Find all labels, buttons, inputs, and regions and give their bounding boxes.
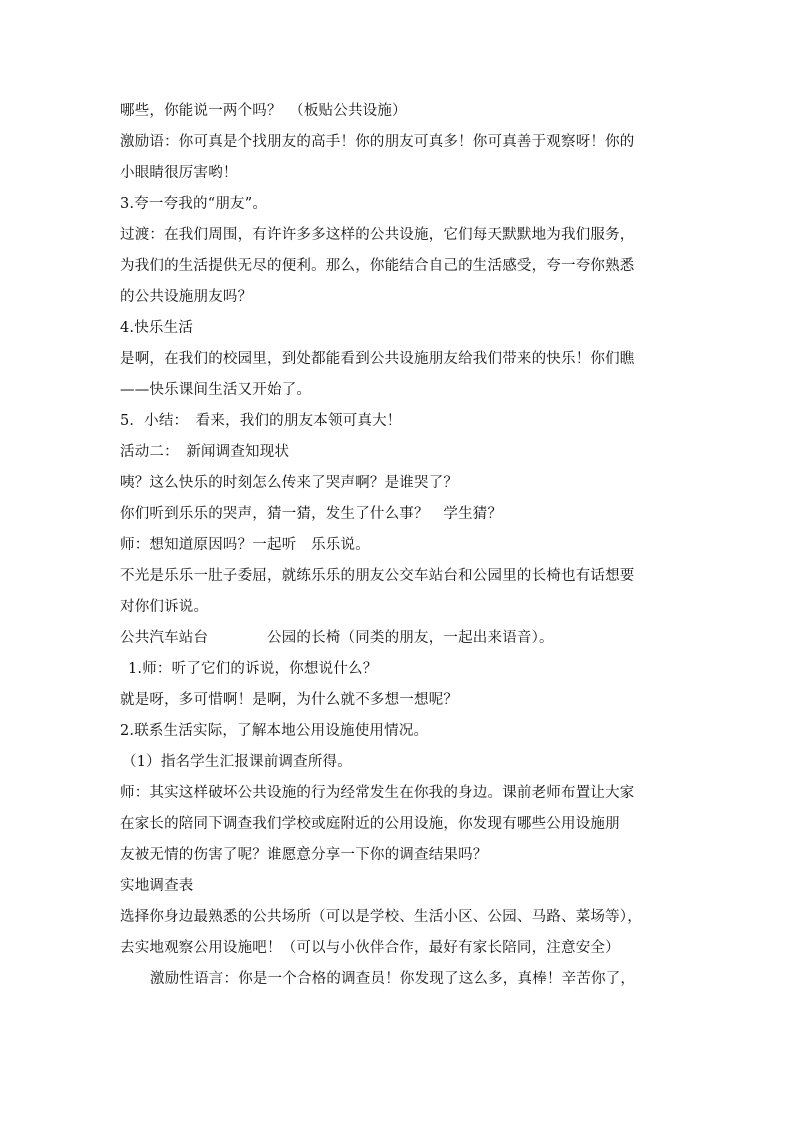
text-line-6: 为我们的生活提供无尽的便利。那么，你能结合自己的生活感受，夸一夸你熟悉 xyxy=(120,258,635,274)
numbered-item-1: 1.师：听了它们的诉说，你想说什么？ xyxy=(128,661,378,677)
text-line-7: 的公共设施朋友吗？ xyxy=(120,289,253,305)
text-line-13: 咦？这么快乐的时刻怎么传来了哭声啊？是谁哭了？ xyxy=(120,475,459,491)
text-line-3: 小眼睛很厉害哟！ xyxy=(120,165,238,181)
numbered-item-2: 2.联系生活实际，了解本地公用设施使用情况。 xyxy=(120,723,429,739)
sub-item-1: （1）指名学生汇报课前调查所得。 xyxy=(122,754,352,770)
document-page xyxy=(120,96,680,995)
text-line-29: 激励性语言：你是一个合格的调查员！你发现了这么多，真棒！辛苦你了， xyxy=(150,971,636,987)
survey-table-title: 实地调查表 xyxy=(120,878,194,894)
text-line-1: 哪些，你能说一两个吗？ （板贴公共设施） xyxy=(120,103,407,119)
text-line-17: 对你们诉说。 xyxy=(120,599,209,615)
section-heading-3: 3.夸一夸我的“朋友”。 xyxy=(120,196,268,212)
text-line-9: 是啊，在我们的校园里，到处都能看到公共设施朋友给我们带来的快乐！你们瞧 xyxy=(120,351,635,367)
text-line-27: 选择你身边最熟悉的公共场所（可以是学校、生活小区、公园、马路、菜场等）， xyxy=(120,909,642,925)
text-line-25: 友被无情的伤害了呢？谁愿意分享一下你的调查结果吗？ xyxy=(120,847,488,863)
text-line-5: 过渡：在我们周围，有许许多多这样的公共设施，它们每天默默地为我们服务， xyxy=(120,227,635,243)
text-line-2: 激励语：你可真是个找朋友的高手！你的朋友可真多！你可真善于观察呀！你的 xyxy=(120,134,635,150)
text-line-15: 师：想知道原因吗？一起听 乐乐说。 xyxy=(120,537,370,553)
text-line-20: 就是呀，多可惜啊！是啊，为什么就不多想一想呢？ xyxy=(120,692,459,708)
section-heading-5: 5．小结： 看来，我们的朋友本领可真大！ xyxy=(120,413,402,429)
text-line-16: 不光是乐乐一肚子委屈，就练乐乐的朋友公交车站台和公园里的长椅也有话想要 xyxy=(120,568,635,584)
text-line-18: 公共汽车站台 公园的长椅（同类的朋友，一起出来语音）。 xyxy=(120,630,554,646)
text-line-24: 在家长的陪同下调查我们学校或庭附近的公用设施，你发现有哪些公用设施朋 xyxy=(120,816,620,832)
text-line-14: 你们听到乐乐的哭声，猜一猜，发生了什么事？ 学生猜？ xyxy=(120,506,503,522)
text-line-23: 师：其实这样破坏公共设施的行为经常发生在你我的身边。课前老师布置让大家 xyxy=(120,785,635,801)
activity-heading-2: 活动二： 新闻调查知现状 xyxy=(120,444,290,460)
text-line-28: 去实地观察公用设施吧！（可以与小伙伴合作，最好有家长陪同，注意安全） xyxy=(120,940,620,956)
section-heading-4: 4.快乐生活 xyxy=(120,320,194,336)
text-line-10: ——快乐课间生活又开始了。 xyxy=(120,382,312,398)
